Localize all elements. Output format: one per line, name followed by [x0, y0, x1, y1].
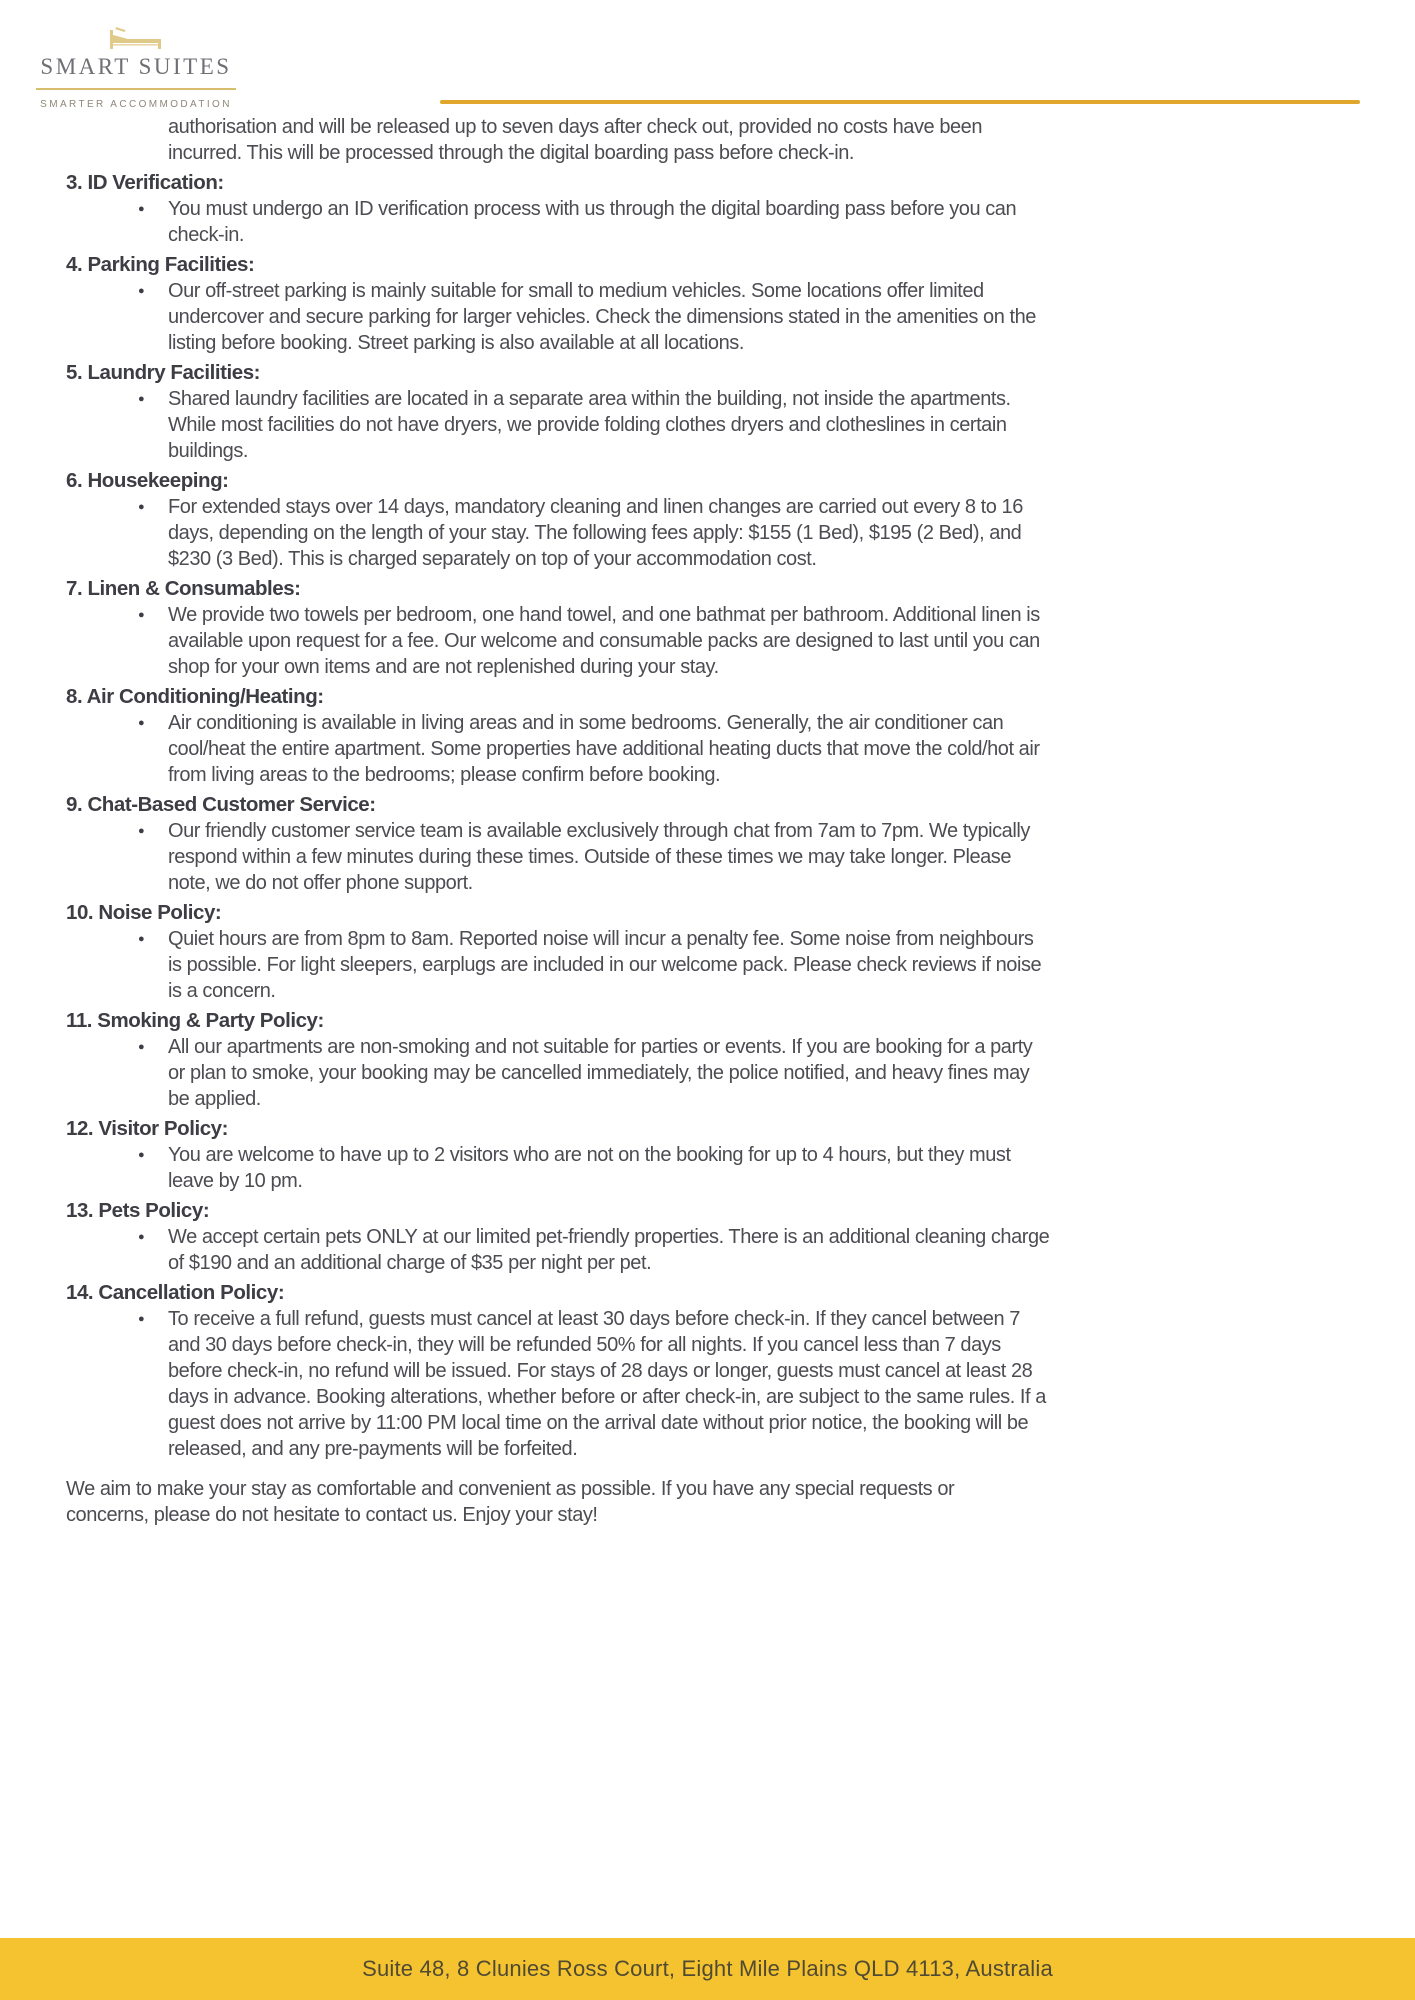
- policy-bullet: [138, 1224, 1056, 1276]
- policy-section: [66, 792, 1056, 896]
- policy-section: [66, 252, 1056, 356]
- policy-bullet: [138, 386, 1056, 464]
- policy-bullet: [138, 926, 1056, 1004]
- bullet-text: All our apartments are non-smoking and not suitable for parties or events. If you are booking for a party or plan to smoke, your booking may be cancelled immediately, the police notified, and heavy fines may be applied.: [168, 1036, 1033, 1110]
- bullet-text: Our friendly customer service team is available exclusively through chat from 7am to 7pm. We typically respond within a few minutes during these times. Outside of these times we may take longer. Please note, we do not offer phone support.: [168, 820, 1030, 894]
- section-bullet-list: [66, 1142, 1056, 1194]
- bullet-text: Air conditioning is available in living areas and in some bedrooms. Generally, the air conditioner can cool/heat the entire apartment. Some properties have additional heating ducts that move the cold/hot air from living areas to the bedrooms; please confirm before booking.: [168, 712, 1040, 786]
- policy-section: [66, 684, 1056, 788]
- policy-bullet: [138, 494, 1056, 572]
- section-heading: 3. ID Verification:: [66, 171, 224, 194]
- section-heading: 7. Linen & Consumables:: [66, 577, 301, 600]
- section-bullet-list: [66, 1306, 1056, 1462]
- section-heading: 14. Cancellation Policy:: [66, 1281, 285, 1304]
- section-heading: 8. Air Conditioning/Heating:: [66, 685, 324, 708]
- closing-paragraph: We aim to make your stay as comfortable and convenient as possible. If you have any special requests or concerns, please do not hesitate to contact us. Enjoy your stay!: [66, 1478, 955, 1526]
- policy-section: [66, 1280, 1056, 1462]
- header-rule: [440, 100, 1360, 104]
- section-bullet-list: [66, 278, 1056, 356]
- policy-section: [66, 1116, 1056, 1194]
- policy-bullet: [138, 602, 1056, 680]
- logo-tagline: SMARTER ACCOMMODATION: [40, 99, 232, 110]
- policy-bullet: [138, 1034, 1056, 1112]
- section-bullet-list: [66, 710, 1056, 788]
- section-bullet-list: [66, 1034, 1056, 1112]
- bullet-dot-icon: ●: [138, 717, 145, 729]
- intro-continuation-paragraph: authorisation and will be released up to seven days after check out, provided no costs have been incurred. This will be processed through the digital boarding pass before check-in.: [168, 116, 983, 164]
- sections: [66, 170, 1056, 1462]
- bullet-dot-icon: ●: [138, 393, 145, 405]
- policy-bullet: [138, 1306, 1056, 1462]
- bullet-text: Quiet hours are from 8pm to 8am. Reported noise will incur a penalty fee. Some noise from neighbours is possible. For light sleepers, earplugs are included in our welcome pack. Please check reviews if noise is a concern.: [168, 928, 1042, 1002]
- policy-section: [66, 468, 1056, 572]
- bullet-text: You must undergo an ID verification process with us through the digital boarding pass before you can check-in.: [168, 198, 1017, 246]
- bullet-dot-icon: ●: [138, 203, 145, 215]
- section-heading: 11. Smoking & Party Policy:: [66, 1009, 324, 1032]
- bullet-text: To receive a full refund, guests must cancel at least 30 days before check-in. If they cancel between 7 and 30 days before check-in, they will be refunded 50% for all nights. If you cancel less than 7 days before check-in, no refund will be issued. For stays of 28 days or longer, guests must cancel at least 28 days in advance. Booking alterations, whether before or after check-in, are subject to the same rules. If a guest does not arrive by 11:00 PM local time on the arrival date without prior notice, the booking will be released, and any pre-payments will be forfeited.: [168, 1308, 1046, 1460]
- policy-section: [66, 1008, 1056, 1112]
- section-bullet-list: [66, 196, 1056, 248]
- section-heading: 12. Visitor Policy:: [66, 1117, 228, 1140]
- logo: [36, 26, 236, 110]
- section-heading: 9. Chat-Based Customer Service:: [66, 793, 376, 816]
- bullet-dot-icon: ●: [138, 1231, 145, 1243]
- bullet-dot-icon: ●: [138, 285, 145, 297]
- bullet-dot-icon: ●: [138, 825, 145, 837]
- bullet-text: Shared laundry facilities are located in a separate area within the building, not inside the apartments. While most facilities do not have dryers, we provide folding clothes dryers and clotheslines in certain buildings.: [168, 388, 1011, 462]
- section-heading: 10. Noise Policy:: [66, 901, 222, 924]
- bed-icon: [108, 26, 164, 50]
- section-bullet-list: [66, 1224, 1056, 1276]
- section-heading: 6. Housekeeping:: [66, 469, 229, 492]
- bullet-dot-icon: ●: [138, 609, 145, 621]
- policy-bullet: [138, 196, 1056, 248]
- bullet-text: Our off-street parking is mainly suitable for small to medium vehicles. Some locations offer limited undercover and secure parking for larger vehicles. Check the dimensions stated in the amenities on the listing before booking. Street parking is also available at all locations.: [168, 280, 1036, 354]
- footer-address: Suite 48, 8 Clunies Ross Court, Eight Mile Plains QLD 4113, Australia: [362, 1956, 1053, 1981]
- section-heading: 5. Laundry Facilities:: [66, 361, 261, 384]
- policy-section: [66, 900, 1056, 1004]
- policy-bullet: [138, 710, 1056, 788]
- policy-bullet: [138, 278, 1056, 356]
- bullet-dot-icon: ●: [138, 1041, 145, 1053]
- policy-section: [66, 1198, 1056, 1276]
- policy-section: [66, 360, 1056, 464]
- logo-name: SMART SUITES: [40, 54, 232, 79]
- policy-bullet: [138, 818, 1056, 896]
- policy-content: [66, 114, 1056, 1528]
- bullet-dot-icon: ●: [138, 1149, 145, 1161]
- bullet-text: We provide two towels per bedroom, one hand towel, and one bathmat per bathroom. Additional linen is available upon request for a fee. Our welcome and consumable packs are designed to last until you can shop for your own items and are not replenished during your stay.: [168, 604, 1040, 678]
- section-bullet-list: [66, 602, 1056, 680]
- policy-section: [66, 576, 1056, 680]
- section-bullet-list: [66, 926, 1056, 1004]
- section-bullet-list: [66, 818, 1056, 896]
- bullet-text: We accept certain pets ONLY at our limited pet-friendly properties. There is an additional cleaning charge of $190 and an additional charge of $35 per night per pet.: [168, 1226, 1050, 1274]
- footer-address-bar: [0, 1938, 1415, 2000]
- bullet-text: You are welcome to have up to 2 visitors who are not on the booking for up to 4 hours, but they must leave by 10 pm.: [168, 1144, 1011, 1192]
- policy-section: [66, 170, 1056, 248]
- section-bullet-list: [66, 494, 1056, 572]
- logo-underline: [36, 88, 236, 90]
- bullet-dot-icon: ●: [138, 501, 145, 513]
- section-heading: 4. Parking Facilities:: [66, 253, 255, 276]
- bullet-dot-icon: ●: [138, 1313, 145, 1325]
- section-bullet-list: [66, 386, 1056, 464]
- section-heading: 13. Pets Policy:: [66, 1199, 210, 1222]
- policy-bullet: [138, 1142, 1056, 1194]
- bullet-dot-icon: ●: [138, 933, 145, 945]
- bullet-text: For extended stays over 14 days, mandatory cleaning and linen changes are carried out every 8 to 16 days, depending on the length of your stay. The following fees apply: $155 (1 Bed), $195 (2 Bed), and $230 (3 Bed). This is charged separately on top of your accommodation cost.: [168, 496, 1023, 570]
